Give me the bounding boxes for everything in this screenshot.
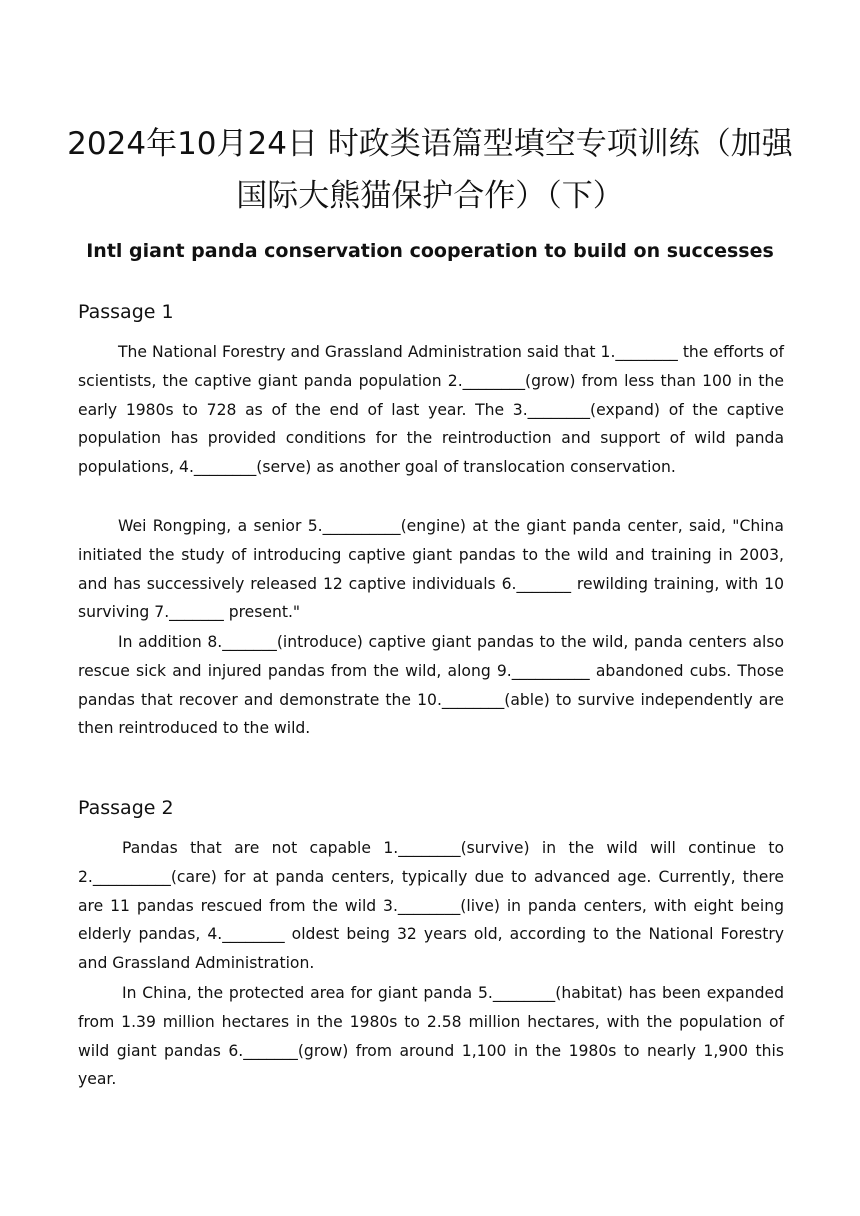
passage-1-paragraph-3: In addition 8._______(introduce) captive giant pandas to the wild, panda centers also rescue sick and injured pandas from the wild, along 9.__________ abandoned cubs. Those pandas that recover and demonstrate the 10.________(able) to survive independently are then reintroduced to the wild.	[78, 633, 784, 738]
passage-2-paragraph-2: In China, the protected area for giant panda 5.________(habitat) has been expanded from 1.39 million hectares in the 1980s to 2.58 million hectares, with the population of wild giant pandas 6._______(grow) from around 1,100 in the 1980s to nearly 1,900 this year.	[78, 984, 784, 1089]
passage-1-paragraph-2: Wei Rongping, a senior 5.__________(engine) at the giant panda center, said, "China initiated the study of introducing captive giant pandas to the wild and training in 2003, and has successively released 12 captive individuals 6._______ rewilding training, with 10 surviving 7._______ present."	[78, 517, 784, 622]
document-title: 2024年10月24日 时政类语篇型填空专项训练（加强国际大熊猫保护合作）（下）	[67, 126, 793, 214]
passage-1-heading: Passage 1	[78, 301, 174, 323]
passage-2-paragraph-1: Pandas that are not capable 1.________(survive) in the wild will continue to 2.__________(care) for at panda centers, typically due to advanced age. Currently, there are 11 pandas rescued from the wild 3.________(live) in panda centers, with eight being elderly pandas, 4.________ oldest being 32 years old, according to the National Forestry and Grassland Administration.	[78, 839, 784, 973]
document-subtitle: Intl giant panda conservation cooperation to build on successes	[86, 240, 774, 262]
passage-2-heading: Passage 2	[78, 797, 174, 819]
passage-1-paragraph-1: The National Forestry and Grassland Administration said that 1.________ the efforts of scientists, the captive giant panda population 2.________(grow) from less than 100 in the early 1980s to 728 as of the end of last year. The 3.________(expand) of the captive population has provided conditions for the reintroduction and support of wild panda populations, 4.________(serve) as another goal of translocation conservation.	[78, 343, 784, 477]
